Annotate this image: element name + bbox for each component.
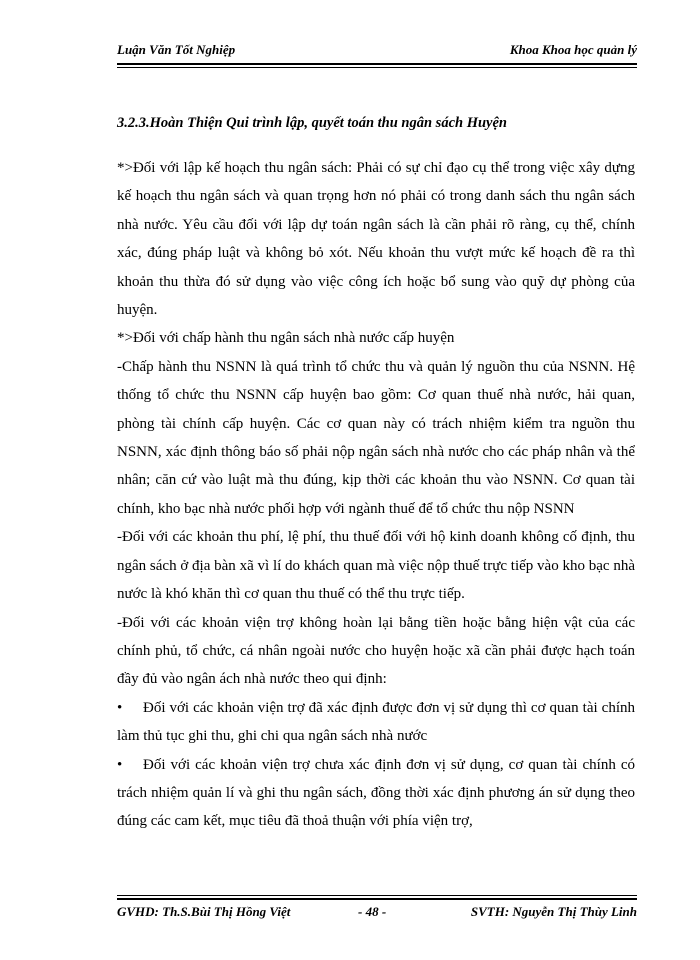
bullet-item — [117, 751, 635, 836]
paragraph: *>Đối với chấp hành thu ngân sách nhà nước cấp huyện — [117, 330, 455, 347]
footer-student: SVTH: Nguyễn Thị Thùy Linh — [470, 904, 637, 919]
bullet-text: Đối với các khoản viện trợ đã xác định được đơn vị sử dụng thì cơ quan tài chính làm thủ tục ghi thu, ghi chi qua ngân sách nhà nước — [117, 699, 635, 745]
page-number: - 48 - — [358, 904, 387, 919]
page-footer — [117, 904, 637, 924]
bullet-item — [117, 694, 635, 751]
paragraph: -Chấp hành thu NSNN là quá trình tổ chức thu và quản lý nguồn thu của NSNN. Hệ thống tổ chức thu NSNN cấp huyện bao gồm: Cơ quan thuế nhà nước, hải quan, phòng tài chính cấp huyện. Các cơ quan này có trách nhiệm kiểm tra nguồn thu NSNN, xác định thông báo số phải nộp ngân sách nhà nước cho các pháp nhân và thể nhân; căn cứ vào luật mà thu đúng, kịp thời các khoản thu vào NSNN. Cơ quan tài chính, kho bạc nhà nước phối hợp với ngành thuế để tổ chức thu nộp NSNN — [117, 358, 635, 517]
bullet-text: Đối với các khoản viện trợ chưa xác định đơn vị sử dụng, cơ quan tài chính có trách nhiệm quản lí và ghi thu ngân sách, đồng thời xác định phương án sử dụng theo đúng các cam kết, mục tiêu đã thoả thuận với phía viện trợ, — [117, 756, 635, 830]
section-title: 3.2.3.Hoàn Thiện Qui trình lập, quyết toán thu ngân sách Huyện — [117, 115, 507, 131]
paragraph: *>Đối với lập kế hoạch thu ngân sách: Phải có sự chỉ đạo cụ thể trong việc xây dựng kế hoạch thu ngân sách và quan trọng hơn nó phải có trong danh sách thu ngân sách nhà nước. Yêu cầu đối với lập dự toán ngân sách là cần phải rõ ràng, cụ thể, chính xác, đúng pháp luật và không bỏ xót. Nếu khoản thu vượt mức kế hoạch đề ra thì khoản thu thừa đó sử dụng vào việc công ích hoặc bổ sung vào quỹ dự phòng của huyện. — [117, 160, 635, 319]
footer-advisor: GVHD: Th.S.Bùi Thị Hồng Việt — [117, 904, 291, 919]
paragraph: -Đối với các khoản thu phí, lệ phí, thu thuế đối với hộ kinh doanh không cố định, thu ngân sách ở địa bàn xã vì lí do khách quan mà việc nộp thuế trực tiếp vào kho bạc nhà nước là khó khăn thì cơ quan thu thuế có thể thu trực tiếp. — [117, 529, 635, 603]
header-faculty: Khoa Khoa học quản lý — [509, 42, 637, 57]
header-thesis-title: Luận Văn Tốt Nghiệp — [117, 42, 236, 57]
body-text — [117, 154, 635, 836]
page-header — [117, 38, 637, 64]
footer-rule-thin — [117, 895, 637, 896]
bullet-icon: • — [117, 699, 123, 716]
header-rule — [117, 63, 637, 65]
bullet-icon: • — [117, 756, 123, 773]
header-rule-thin — [117, 67, 637, 68]
paragraph: -Đối với các khoản viện trợ không hoàn lại bằng tiền hoặc bằng hiện vật của các chính phủ, tổ chức, cá nhân ngoài nước cho huyện hoặc xã cần phải được hạch toán đầy đủ vào ngân ách nhà nước theo qui định: — [117, 614, 635, 688]
footer-rule — [117, 898, 637, 900]
